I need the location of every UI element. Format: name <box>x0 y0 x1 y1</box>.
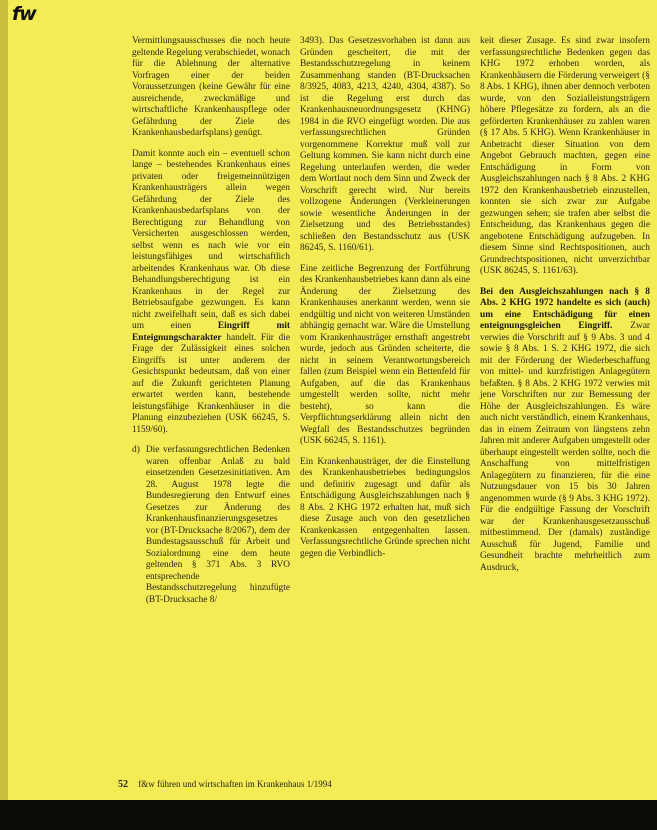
list-item-text: Die verfassungsrechtlichen Bedenken waren offenbar Anlaß zu bald einsetzenden Gesetzesinitiativen. Am 28. August 1978 legte die Bundesregierung den Entwurf eines Gesetzes zur Änderung des Krankenhausfinanzierungsgesetzes vor (BT-Drucksache 8/2067), dem der Bundestagsausschuß für Arbeit und Sozialordnung eine dem heute geltenden § 371 Abs. 3 RVO entsprechende Bestandsschutzregelung hinzufügte (BT-Drucksache 8/ <box>145 445 290 605</box>
list-marker: d) <box>132 445 140 455</box>
footer-source: f&w führen und wirtschaften im Krankenhaus 1/1994 <box>138 779 332 789</box>
emphasis-text: Bei den Ausgleichszahlungen nach § 8 Abs. 2 KHG 1972 handelte es sich (auch) um eine Entschädigung für einen enteignungsgleichen Eingriff. <box>480 286 650 331</box>
paragraph: 3493). Das Gesetzesvorhaben ist dann aus Gründen gescheitert, die mit der Bestandsschutzregelung in keinem Zusammenhang standen (BT-Drucksachen 8/3925, 4083, 4213, 4240, 4304, 4387). So ist die Regelung erst durch das Krankenhausneuordnungsgesetz (KHNG) 1984 in die RVO eingefügt worden. Die aus verfassungsrechtlichen Gründen vorgenommene Korrektur muß voll zur Geltung kommen. Sie kann nicht durch eine Regelung unterlaufen werden, die weder dem Wortlaut noch dem Sinn und Zweck der Vorschrift gerecht wird. Nur bereits vollzogene Änderungen (Verkleinerungen sowie wesentliche Änderungen in der Zielsetzung und des Betriebsstandes) schließen den Bestandsschutz aus (USK 86245, S. 1160/61). <box>300 36 470 253</box>
column-1 <box>132 36 290 606</box>
column-3 <box>480 36 650 583</box>
emphasis-text: Eingriff mit Enteignungscharakter <box>132 321 290 343</box>
scan-background <box>0 800 657 830</box>
paragraph: Ein Krankenhausträger, der die Einstellung des Krankenhausbetriebes bedingungslos und definitiv zugesagt und dafür als Entschädigung Ausgleichszahlungen nach § 8 Abs. 2 KHG 1972 erhalten hat, muß sich diese Zusage auch von den gesetzlichen Krankenkassen entgegenhalten lassen. Verfassungsrechtliche Gründe sprechen nicht gegen die Verbindlich- <box>300 456 470 559</box>
paragraph: Vermittlungsausschusses die noch heute geltende Regelung verabschiedet, wonach für die Ablehnung der alternative Vorfragen einer der beiden Voraussetzungen (keine Gewähr für eine ausreichende, zweckmäßige und wirtschaftliche Krankenhauspflege oder Gefährdung der Ziele des Krankenhausbedarfsplans) genügt. <box>132 36 290 138</box>
paragraph: keit dieser Zusage. Es sind zwar insofern verfassungsrechtliche Bedenken gegen das KHG 1972 erhoben worden, als Krankenhäusern die Förderung verweigert (§ 8 Abs. 1 KHG), ihnen aber dennoch verboten wurde, von den Sozialleistungsträgern höhere Pflegesätze zu fordern, als an die geförderten Krankenhäuser zu zahlen waren (§ 17 Abs. 5 KHG). Wenn Krankenhäuser in Anbetracht dieser Situation von dem Angebot Gebrauch machten, gegen eine Entschädigung in Form von Ausgleichszahlungen nach § 8 Abs. 2 KHG 1972 den Krankenhausbetrieb einzustellen, konnten sie sich zwar zur Aufgabe gezwungen sehen; sie trafen aber selbst die Entscheidung, das Krankenhaus gegen die angebotene Entschädigung aufzugeben. In diesem Sinne sind Rechtspositionen, auch Grundrechtspositionen, nicht unverzichtbar (USK 86245, S. 1161/63). <box>480 36 651 276</box>
paragraph: Bei den Ausgleichszahlungen nach § 8 Abs. 2 KHG 1972 handelte es sich (auch) um eine Entschädigung für einen enteignungsgleichen Eingriff. Zwar verwies die Vorschrift auf § 9 Abs. 3 und 4 sowie § 8 Abs. 1 S. 2 KHG 1972, die sich mit der Förderung der Wiederbeschaffung von mittel- und kurzfristigen Anlagegütern befaßten. § 8 Abs. 2 KHG 1972 verwies mit jene Vorschriften nur zur Bemessung der Höhe der Ausgleichszahlungen. Es wäre auch nicht verständlich, einem Krankenhaus, das in einem Zeitraum von längstens zehn Jahren mit anderer Aufgaben umgestellt oder überhaupt eingestellt werden sollte, noch die Anschaffung von mittelfristigen Anlagegütern zu finanzieren, für die eine Nutzungsdauer von 15 bis 30 Jahren angenommen wurde (§ 9 Abs. 3 KHG 1972). Für die endgültige Fassung der Vorschrift war der Krankenhausgesetzausschuß mitbestimmend. Der (damals) zuständige Ausschuß für Jugend, Familie und Gesundheit brachte mehrheitlich zum Ausdruck, <box>480 286 650 573</box>
paragraph: Eine zeitliche Begrenzung der Fortführung des Krankenhausbetriebes kann dann als eine Änderung der Zielsetzung des Krankenhauses anerkannt werden, wenn sie endgültig und nicht von weiteren Umständen abhängig gemacht war. Wäre die Umstellung vom Krankenhausträger ernsthaft angestrebt wurde, jedoch aus Gründen scheiterte, die nicht in seinem Verantwortungsbereich fallen (zum Beispiel wenn ein Bettenfeld für Aufgaben, auf die das Krankenhaus umgestellt werden sollte, nicht mehr besteht), so kann die Verpflichtungserklärung allein nicht den Wegfall des Bestandsschutzes begründen (USK 66245, S. 1161). <box>300 263 470 446</box>
page-spine <box>0 0 8 800</box>
page-footer <box>118 779 332 790</box>
page-number: 52 <box>118 779 128 790</box>
paragraph: Damit konnte auch ein – eventuell schon lange – bestehendes Krankenhaus eines privaten oder freigemeinnützigen Krankenhausträgers allein wegen Gefährdung der Ziele des Krankenhausbedarfsplans von der Berechtigung zur Behandlung von Versicherten ausgeschlossen werden, selbst wenn es nach wie vor ein leistungsfähiges und wirtschaftlich arbeitendes Krankenhaus war. Ob diese Behandlungsberechtigung ist ein Krankenhaus in der Regel zur Betriebsaufgabe gezwungen. Es kann nicht zweifelhaft sein, daß es sich dabei um einen Eingriff mit Enteignungscharakter handelt. Für die Frage der Zulässigkeit eines solchen Eingriffs ist unter anderem der Gesichtspunkt bedeutsam, daß von einer auf die Zukunft gerichteten Planung erwartet werden kann, bestehende leistungsfähige Krankenhäuser in die Planung einzubeziehen (USK 66245, S. 1159/60). <box>132 148 291 435</box>
list-item-d <box>132 445 290 606</box>
column-2 <box>300 36 470 569</box>
fw-logo: fw <box>12 3 36 25</box>
